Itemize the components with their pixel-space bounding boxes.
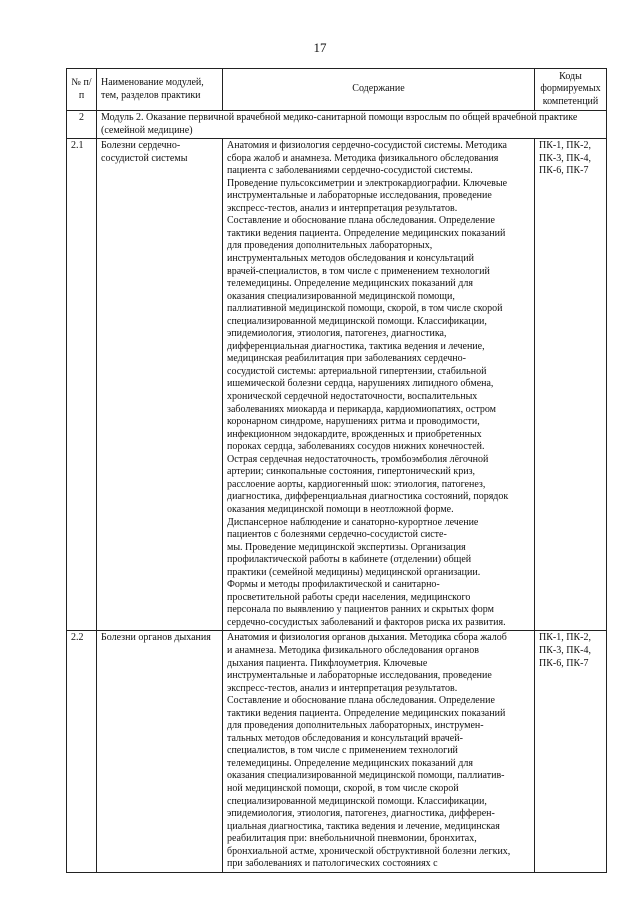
row-competency-codes: ПК-1, ПК-2, ПК-3, ПК-4, ПК-6, ПК-7 bbox=[535, 139, 607, 631]
content-line: мы. Проведение медицинской экспертизы. Организация bbox=[227, 541, 466, 553]
content-line: артерии; синкопальные состояния, гипертонический криз, bbox=[227, 466, 476, 478]
content-line: медицинская реабилитация при заболеваниях сердечно- bbox=[227, 353, 466, 365]
content-line: Составление и обоснование плана обследования. Определение bbox=[227, 695, 495, 707]
content-line: для проведения дополнительных лабораторных, bbox=[227, 240, 433, 252]
content-line: тактики ведения пациента. Определение медицинских показаний bbox=[227, 707, 506, 719]
content-line: профилактической работы в кабинете (отделении) общей bbox=[227, 554, 472, 566]
content-line: ишемической болезни сердца, нарушениях липидного обмена, bbox=[227, 378, 494, 390]
content-line: оказания специализированной медицинской помощи, bbox=[227, 290, 455, 302]
content-line: диагностика, дифференциальная диагностика состояний, порядок bbox=[227, 491, 509, 503]
content-line: оказания медицинской помощи в неотложной форме. bbox=[227, 503, 454, 515]
content-line: инструментальные и лабораторные исследования, проведение bbox=[227, 190, 492, 202]
content-line: ной медицинской помощи, скорой, в том числе скорой bbox=[227, 782, 459, 794]
content-line: Острая сердечная недостаточность, тромбоэмболия лёгочной bbox=[227, 453, 489, 465]
content-line: экспресс-тестов, анализ и интерпретация результатов. bbox=[227, 202, 458, 214]
module-number: 2 bbox=[67, 111, 97, 139]
content-line: для проведения дополнительных лабораторных, инструмен- bbox=[227, 720, 484, 732]
table-row bbox=[67, 139, 607, 631]
content-line: Формы и методы профилактической и санитарно- bbox=[227, 579, 440, 591]
row-number: 2.2 bbox=[67, 631, 97, 872]
page-number: 17 bbox=[313, 40, 327, 55]
row-topic-name: Болезни сердечно-сосудистой системы bbox=[97, 139, 223, 631]
content-line: специализированной медицинской помощи. Классификации, bbox=[227, 315, 487, 327]
content-line: пациента с заболеваниями сердечно-сосудистой системы. bbox=[227, 165, 473, 177]
content-line: Анатомия и физиология органов дыхания. Методика сбора жалоб bbox=[227, 632, 507, 644]
content-line: хронической сердечной недостаточности, воспалительных bbox=[227, 391, 478, 403]
table-row bbox=[67, 631, 607, 872]
table-header-row bbox=[67, 69, 607, 111]
content-line: коронарном синдроме, нарушениях ритма и проводимости, bbox=[227, 416, 480, 428]
content-line: инструментальные и лабораторные исследования, проведение bbox=[227, 670, 492, 682]
content-line: тактики ведения пациента. Определение медицинских показаний bbox=[227, 227, 506, 239]
content-line: пороках сердца, заболеваниях сосудов нижних конечностей. bbox=[227, 441, 485, 453]
content-line: сбора жалоб и анамнеза. Методика физикального обследования bbox=[227, 152, 499, 164]
header-name: Наименование модулей, тем, разделов практики bbox=[97, 69, 223, 111]
content-line: просветительной работы среди населения, медицинского bbox=[227, 591, 471, 603]
content-line: и анамнеза. Методика физикального обследования органов bbox=[227, 644, 479, 656]
content-line: оказания специализированной медицинской помощи, паллиатив- bbox=[227, 770, 505, 782]
content-line: пациентов с болезнями сердечно-сосудистой систе- bbox=[227, 529, 447, 541]
content-line: сердечно-сосудистых заболеваний и факторов риска их развития. bbox=[227, 616, 506, 628]
content-line: врачей-специалистов, в том числе с применением технологий bbox=[227, 265, 490, 277]
content-line: эпидемиология, этиология, патогенез, диагностика, bbox=[227, 328, 447, 340]
content-line: дифференциальная диагностика, тактика ведения и лечение, bbox=[227, 340, 485, 352]
content-line: расслоение аорты, кардиогенный шок: этиология, патогенез, bbox=[227, 478, 486, 490]
content-line: тальных методов обследования и консультаций врачей- bbox=[227, 732, 463, 744]
row-competency-codes: ПК-1, ПК-2, ПК-3, ПК-4, ПК-6, ПК-7 bbox=[535, 631, 607, 872]
content-line: инфекционном эндокардите, врожденных и приобретенных bbox=[227, 428, 482, 440]
content-line: экспресс-тестов, анализ и интерпретация результатов. bbox=[227, 682, 458, 694]
module-title: Модуль 2. Оказание первичной врачебной медико-санитарной помощи взрослым по общей врачебной практике (семейной медицине) bbox=[97, 111, 607, 139]
row-content bbox=[223, 139, 535, 631]
row-topic-name: Болезни органов дыхания bbox=[97, 631, 223, 872]
content-line: бронхиальной астме, хронической обструктивной болезни легких, bbox=[227, 845, 511, 857]
content-line: практики (семейной медицины) медицинской организации. bbox=[227, 566, 481, 578]
content-line: специалистов, в том числе с применением технологий bbox=[227, 745, 458, 757]
header-number: № п/п bbox=[67, 69, 97, 111]
curriculum-table bbox=[66, 68, 607, 873]
content-line: Проведение пульсоксиметрии и электрокардиографии. Ключевые bbox=[227, 177, 508, 189]
content-line: Составление и обоснование плана обследования. Определение bbox=[227, 215, 495, 227]
content-line: Диспансерное наблюдение и санаторно-курортное лечение bbox=[227, 516, 479, 528]
content-line: заболеваниях миокарда и перикарда, кардиомиопатиях, остром bbox=[227, 403, 496, 415]
content-line: сосудистой системы: артериальной гипертензии, стабильной bbox=[227, 365, 487, 377]
content-line: специализированной медицинской помощи. Классификации, bbox=[227, 795, 487, 807]
header-codes: Коды формируемых компетенций bbox=[535, 69, 607, 111]
content-line: циальная диагностика, тактика ведения и лечение, медицинская bbox=[227, 820, 500, 832]
content-line: эпидемиология, этиология, патогенез, диагностика, дифферен- bbox=[227, 808, 495, 820]
content-line: Анатомия и физиология сердечно-сосудистой системы. Методика bbox=[227, 140, 507, 152]
content-line: инструментальных методов обследования и консультаций bbox=[227, 253, 474, 265]
content-line: дыхания пациента. Пикфлоуметрия. Ключевые bbox=[227, 657, 428, 669]
content-line: при заболеваниях и патологических состояниях с bbox=[227, 858, 438, 870]
row-content bbox=[223, 631, 535, 872]
content-line: паллиативной медицинской помощи, скорой, в том числе скорой bbox=[227, 303, 503, 315]
module-row bbox=[67, 111, 607, 139]
content-line: телемедицины. Определение медицинских показаний для bbox=[227, 757, 473, 769]
row-number: 2.1 bbox=[67, 139, 97, 631]
header-content: Содержание bbox=[223, 69, 535, 111]
content-line: телемедицины. Определение медицинских показаний для bbox=[227, 278, 473, 290]
content-line: персонала по выявлению у пациентов ранних и скрытых форм bbox=[227, 604, 494, 616]
content-line: реабилитация при: внебольничной пневмонии, бронхитах, bbox=[227, 833, 477, 845]
